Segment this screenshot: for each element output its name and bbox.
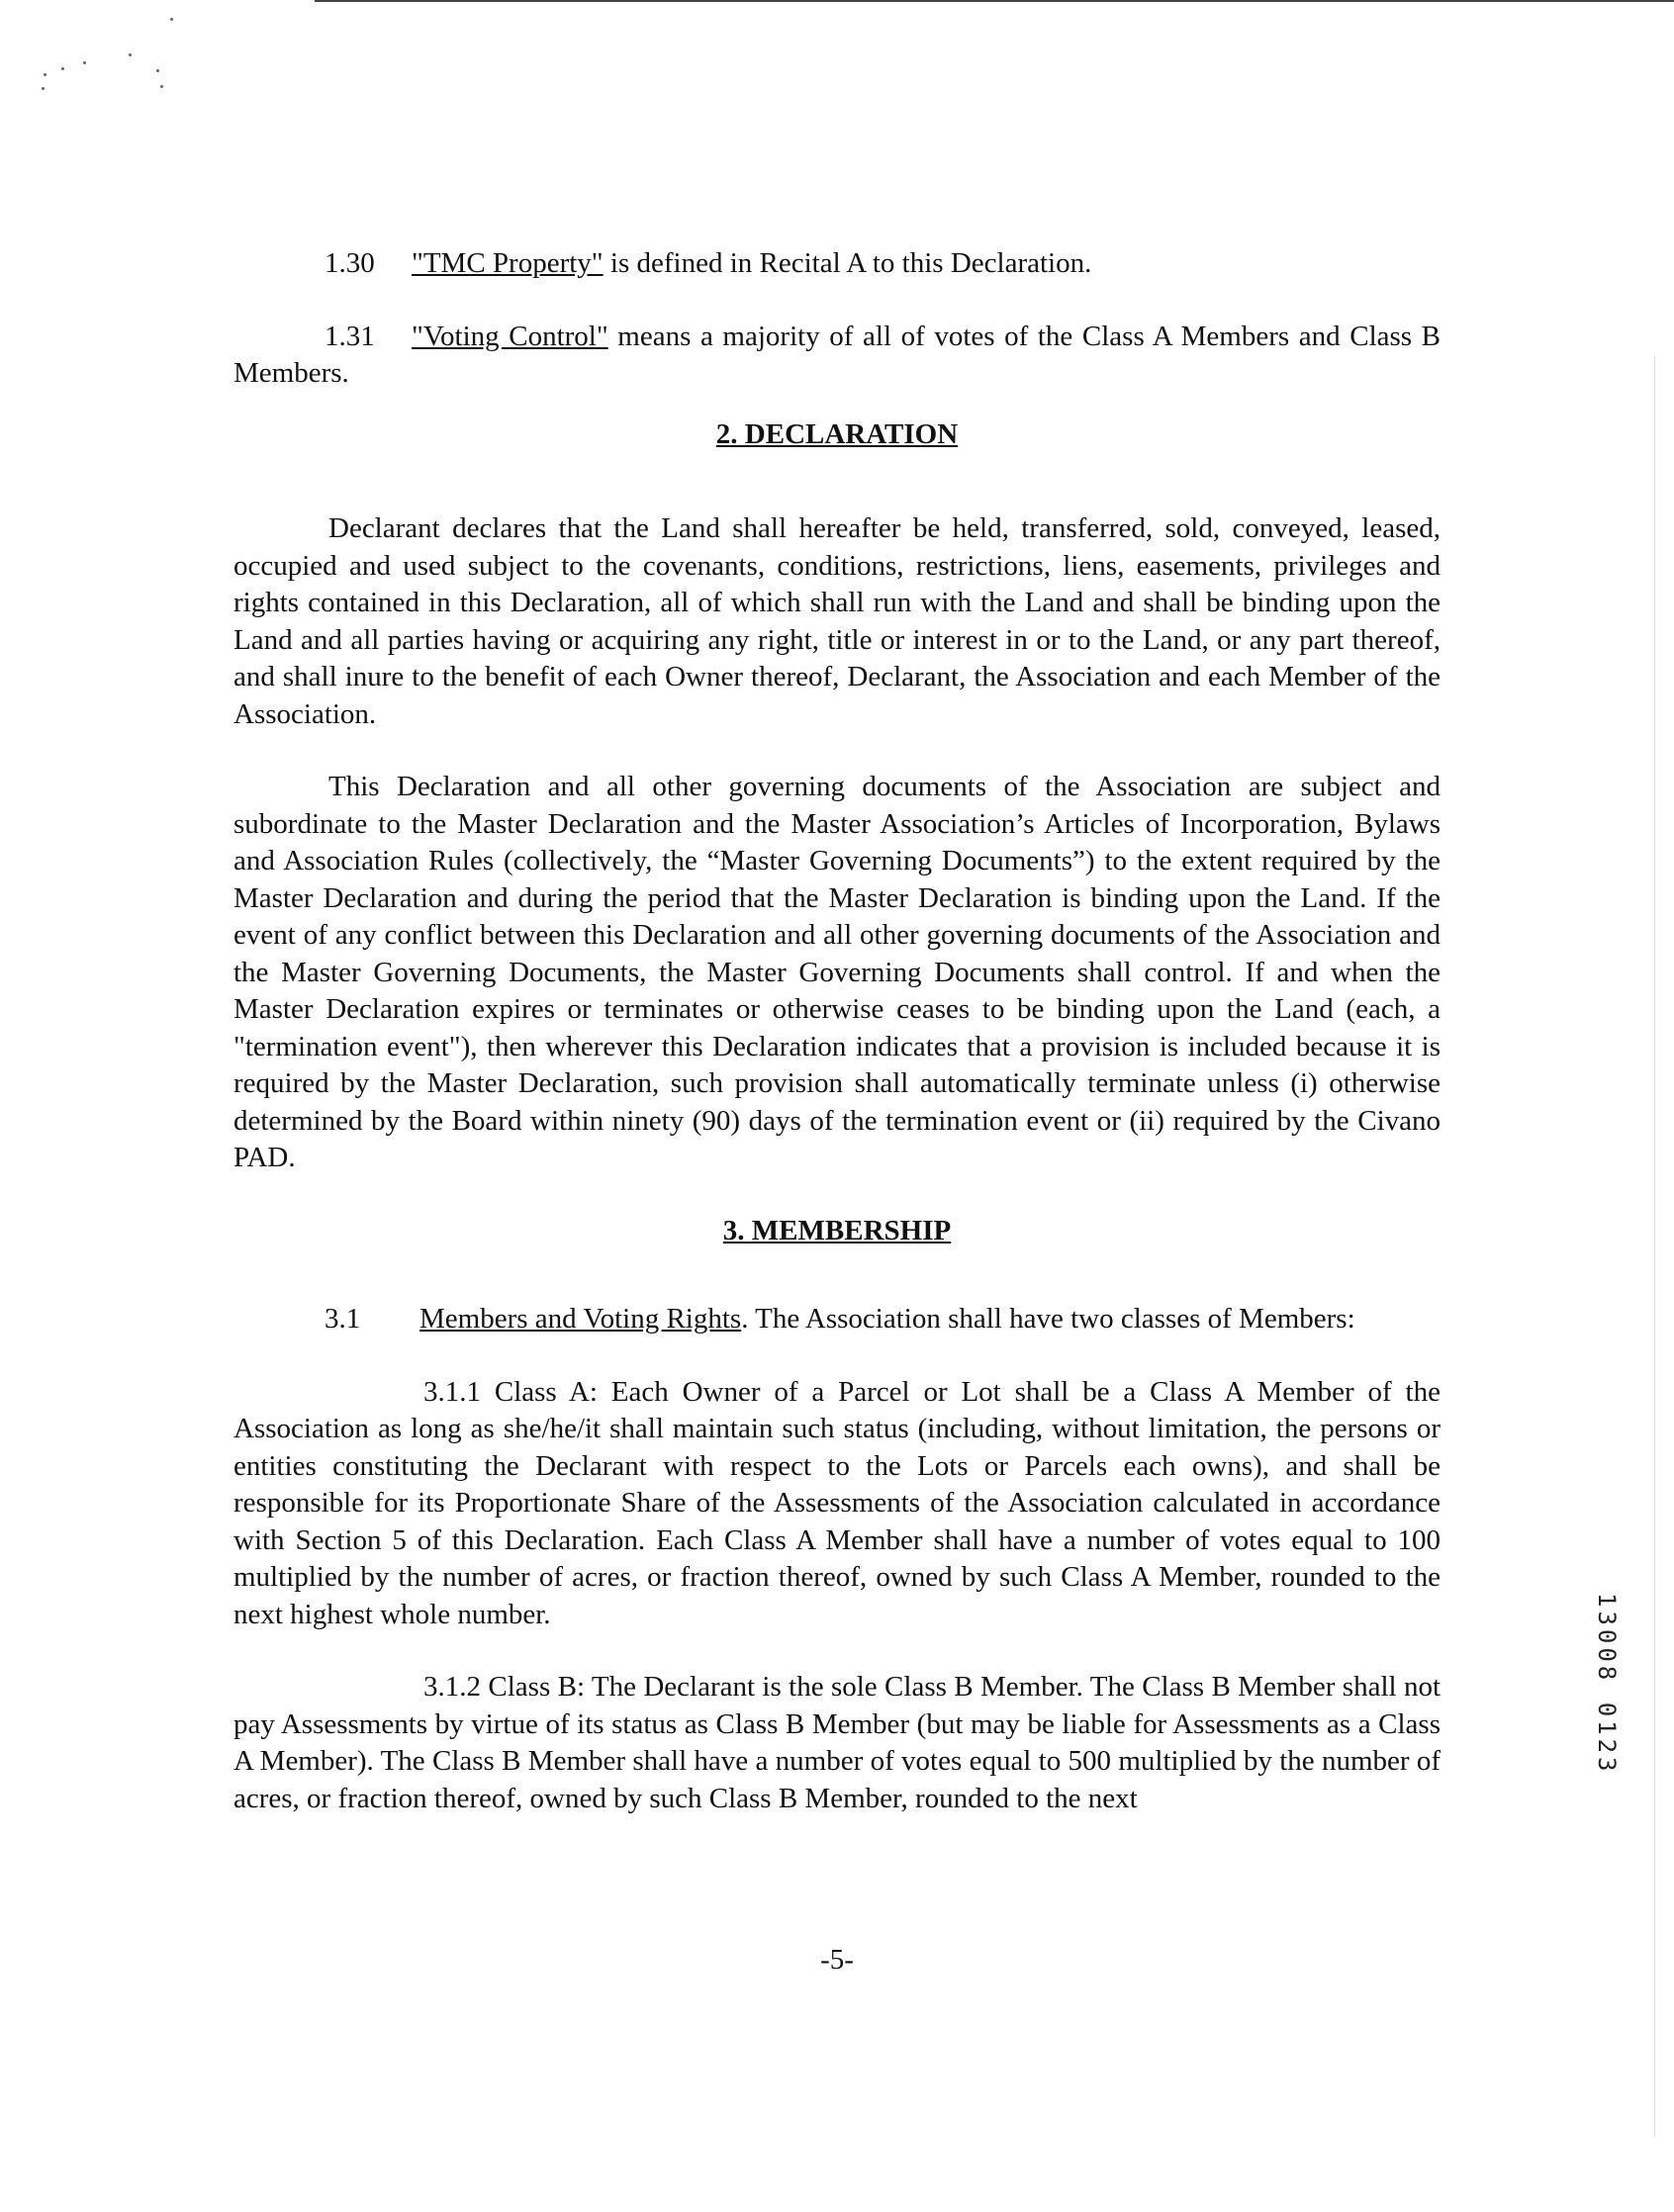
definition-text: means a majority of all of votes of the Class A Members and Class B Members.: [233, 320, 1441, 389]
scan-edge-line: [1654, 356, 1655, 2137]
definition-text: is defined in Recital A to this Declaration.: [603, 247, 1092, 279]
subsection-3-1-2: 3.1.2 Class B: The Declarant is the sole Class B Member. The Class B Member shall not pay Assessments by virtue of its status as Class B Member (but may be liable for Assessments as a Class A Member). The Class B Member shall have a number of votes equal to 500 multiplied by the number of acres, or fraction thereof, owned by such Class B Member, rounded to the next: [233, 1671, 1441, 1814]
scan-specks: [40, 40, 178, 119]
declaration-paragraph-2: This Declaration and all other governing documents of the Association are subject and subordinate to the Master Declaration and the Master Association’s Articles of Incorporation, Bylaws and Association Rules (collectively, the “Master Governing Documents”) to the extent required by the Master Declaration and during the period that the Master Declaration is binding upon the Land. If the event of any conflict between this Declaration and all other governing documents of the Association and the Master Governing Documents, the Master Governing Documents shall control. If and when the Master Declaration expires or terminates or otherwise ceases to be binding upon the Land (each, a "termination event"), then wherever this Declaration indicates that a provision is included because it is required by the Master Declaration, such provision shall automatically terminate unless (i) otherwise determined by the Board within ninety (90) days of the termination event or (ii) required by the Civano PAD.: [233, 771, 1441, 1173]
top-scan-rule: [315, 0, 1674, 2]
bates-stamp: 13008 0123: [1593, 1593, 1621, 1776]
declaration-paragraph-1: Declarant declares that the Land shall hereafter be held, transferred, sold, conveyed, leased, occupied and used subject to the covenants, conditions, restrictions, liens, easements, privileges and rights contained in this Declaration, all of which shall run with the Land and shall be binding upon the Land and all parties having or acquiring any right, title or interest in or to the Land, or any part thereof, and shall inure to the benefit of each Owner thereof, Declarant, the Association and each Member of the Association.: [233, 512, 1441, 730]
section-heading-membership: 3. MEMBERSHIP: [722, 1214, 952, 1246]
definition-1-31: 1.31 "Voting Control" means a majority of all of votes of the Class A Members and Class B Members.: [233, 320, 1441, 389]
section-3-1: 3.1 Members and Voting Rights. The Association shall have two classes of Members:: [325, 1303, 1355, 1335]
definition-1-30: 1.30 "TMC Property" is defined in Recital A to this Declaration.: [325, 247, 1092, 279]
document-page: [233, 245, 1441, 1853]
definition-term: "TMC Property": [412, 247, 604, 279]
section-heading-declaration: 2. DECLARATION: [715, 417, 959, 450]
section-3-1-text: . The Association shall have two classes of Members:: [741, 1303, 1355, 1335]
subsection-3-1-1: 3.1.1 Class A: Each Owner of a Parcel or Lot shall be a Class A Member of the Association as long as she/he/it shall maintain such status (including, without limitation, the persons or entities constituting the Declarant with respect to the Lots or Parcels each owns), and shall be responsible for its Proportionate Share of the Assessments of the Association calculated in accordance with Section 5 of this Declaration. Each Class A Member shall have a number of votes equal to 100 multiplied by the number of acres, or fraction thereof, owned by such Class A Member, rounded to the next highest whole number.: [233, 1375, 1441, 1630]
section-3-1-title: Members and Voting Rights: [419, 1303, 742, 1335]
definition-term: "Voting Control": [412, 320, 608, 352]
page-number: -5-: [820, 1944, 854, 1976]
